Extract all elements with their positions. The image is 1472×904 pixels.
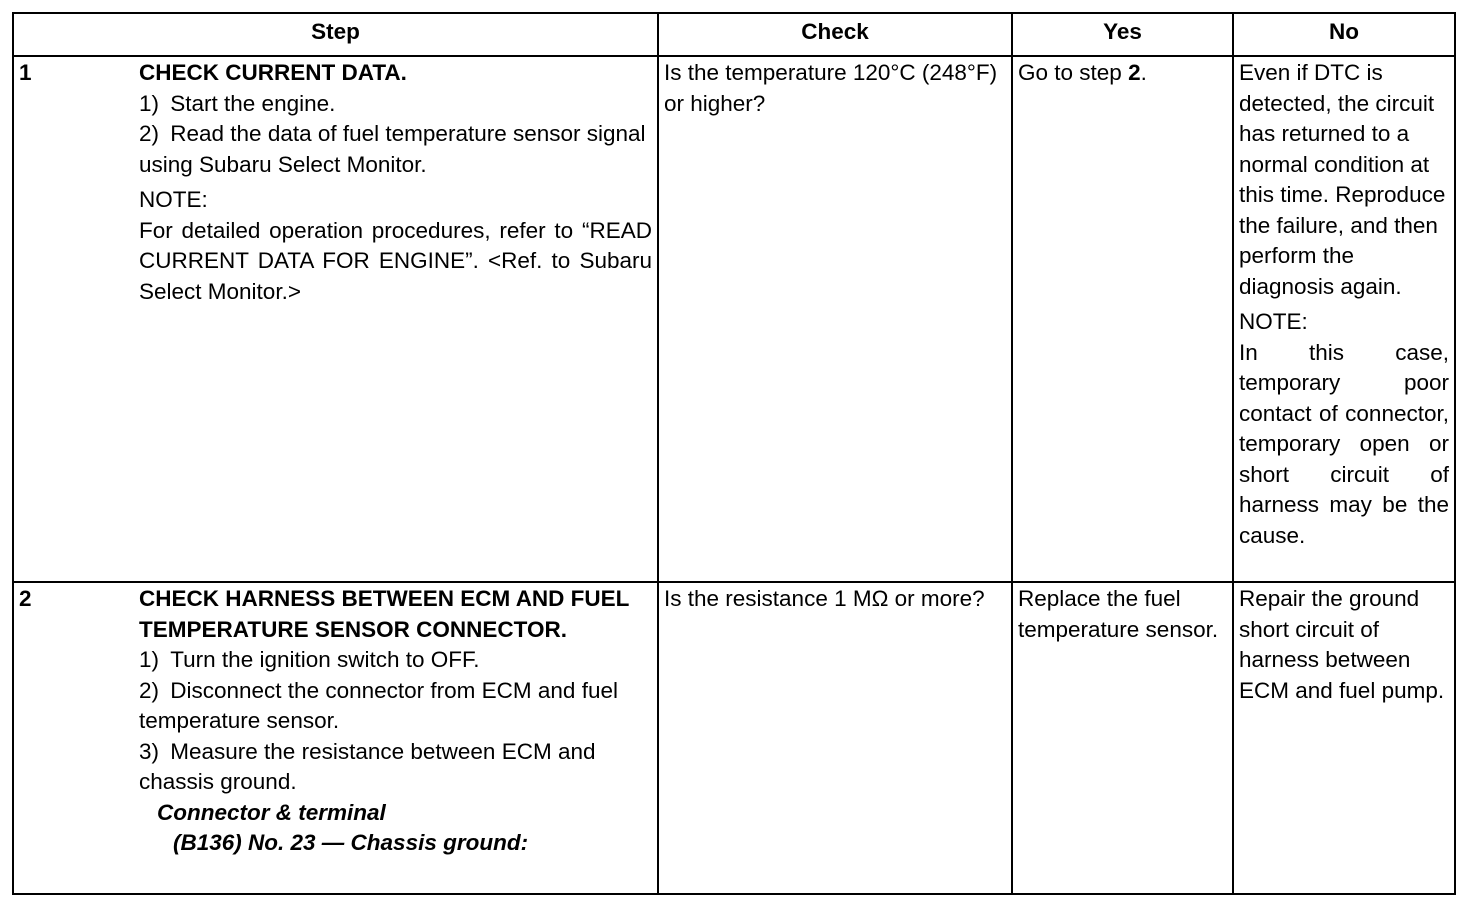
step-instruction: 1) Start the engine. [139, 90, 336, 116]
step-instruction: 2) Read the data of fuel temperature sensor signal using Subaru Select Monitor. [139, 121, 646, 177]
step-instruction: 1) Turn the ignition switch to OFF. [139, 647, 480, 672]
header-no: No [1233, 13, 1455, 56]
no-cell [1233, 56, 1455, 582]
note-label: NOTE: [139, 187, 208, 212]
step-number: 2 [19, 586, 32, 611]
header-step: Step [13, 13, 658, 56]
step-cell [13, 56, 658, 582]
connector-value: (B136) No. 23 — Chassis ground: [173, 830, 529, 855]
header-check: Check [658, 13, 1012, 56]
yes-end: . [1140, 60, 1147, 85]
diagnostic-table [12, 12, 1456, 895]
table-row [13, 56, 1455, 582]
note-text: For detailed operation procedures, refer to “READ CURRENT DATA FOR ENGINE”. <Ref. to Subaru Select Monitor.> [139, 217, 652, 304]
no-note-text: In this case, temporary poor contact of connector, temporary open or short circuit of harness may be the cause. [1239, 339, 1449, 548]
step-number: 1 [19, 60, 32, 85]
check-cell: Is the resistance 1 MΩ or more? [658, 582, 1012, 894]
step-instruction: 3) Measure the resistance between ECM and chassis ground. [139, 738, 596, 794]
header-row [13, 13, 1455, 56]
yes-step-ref: 2 [1128, 60, 1141, 85]
step-cell [13, 582, 658, 894]
step-instruction: 2) Disconnect the connector from ECM and fuel temperature sensor. [139, 677, 618, 733]
no-note-label: NOTE: [1239, 309, 1308, 334]
yes-cell [1012, 56, 1233, 582]
no-cell: Repair the ground short circuit of harness between ECM and fuel pump. [1233, 582, 1455, 894]
step-title: CHECK HARNESS BETWEEN ECM AND FUEL TEMPERATURE SENSOR CONNECTOR. [139, 586, 630, 642]
no-text: Even if DTC is detected, the circuit has returned to a normal condition at this time. Reproduce the failure, and then perform the diagnosis again. [1239, 60, 1446, 299]
yes-text: Go to step [1018, 60, 1129, 85]
check-cell: Is the temperature 120°C (248°F) or higher? [658, 56, 1012, 582]
table-row [13, 582, 1455, 894]
header-yes: Yes [1012, 13, 1233, 56]
step-title: CHECK CURRENT DATA. [139, 60, 407, 85]
yes-cell: Replace the fuel temperature sensor. [1012, 582, 1233, 894]
connector-label: Connector & terminal [157, 799, 386, 825]
